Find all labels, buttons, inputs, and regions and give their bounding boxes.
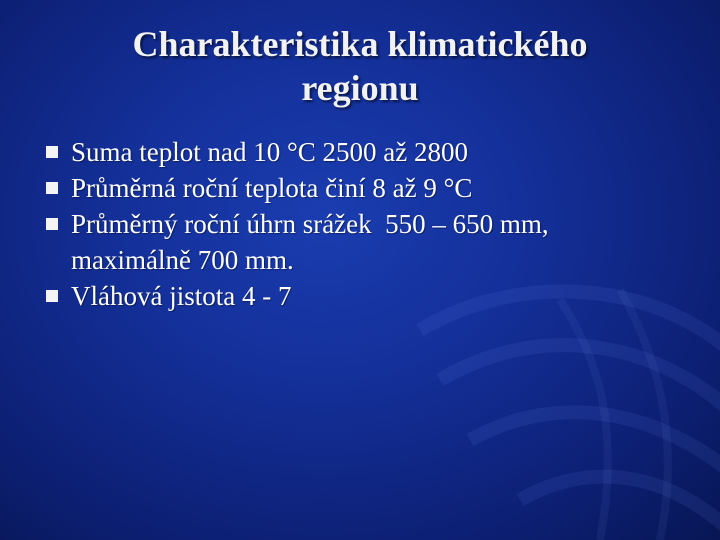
bullet-item-precipitation (44, 206, 684, 278)
bullet-item-temperature-sum (44, 134, 684, 170)
bullet-text-line-1: Průměrný roční úhrn srážek 550 – 650 mm, (71, 209, 549, 239)
bullet-list (44, 134, 684, 314)
title-line-2: regionu (301, 68, 419, 108)
square-bullet-icon (46, 182, 58, 194)
bullet-text: Průměrná roční teplota činí 8 až 9 °C (71, 173, 473, 203)
title-line-1: Charakteristika klimatického (132, 24, 588, 64)
slide-title (40, 22, 680, 110)
bullet-item-moisture-security (44, 278, 684, 314)
square-bullet-icon (46, 290, 58, 302)
bullet-text: Vláhová jistota 4 - 7 (71, 281, 292, 311)
square-bullet-icon (46, 146, 58, 158)
bullet-text-line-2: maximálně 700 mm. (71, 245, 294, 275)
bullet-item-average-temperature (44, 170, 684, 206)
square-bullet-icon (46, 218, 58, 230)
bullet-text: Suma teplot nad 10 °C 2500 až 2800 (71, 137, 468, 167)
